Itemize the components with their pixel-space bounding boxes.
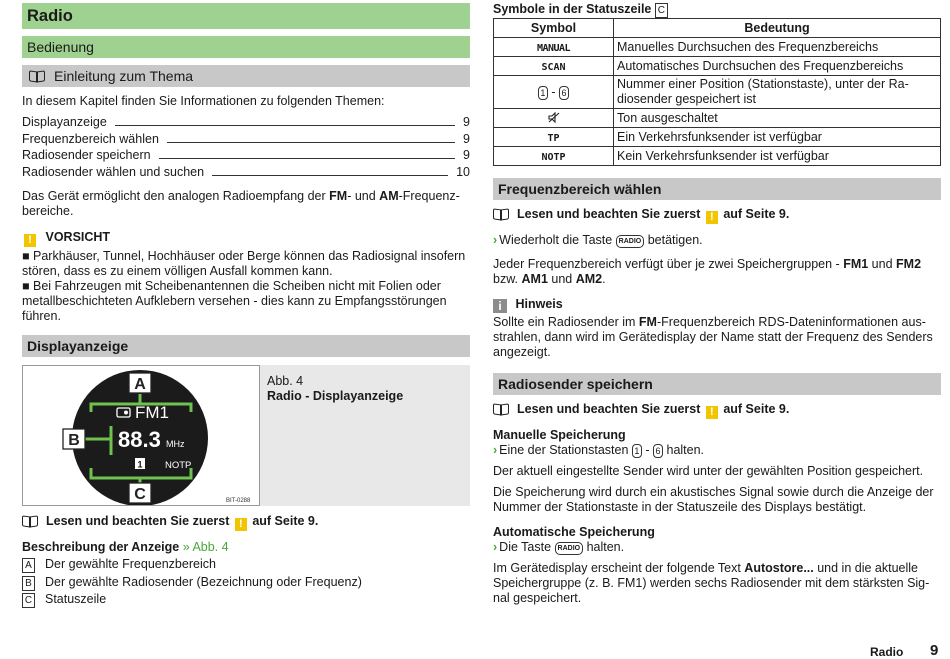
station-key-6-icon: 6 xyxy=(559,86,569,100)
manual-store: Manuelle Speicherung › Eine der Stationstasten 1 - 6 halten. Der aktuell eingestellte Sender wird unter der gewählten Position gespeichert. Die Speicherung wird durch ein akustisches Signal sowie durch die Anzeige der Nummer der Stationstaste in der Statuszeile des Displays bestätigt. xyxy=(493,428,934,514)
desc-item: B Der gewählte Radiosender (Bezeichnung oder Frequenz) xyxy=(22,575,470,593)
book-icon xyxy=(22,516,38,526)
symbols-title: Symbole in der Statuszeile C xyxy=(493,2,668,18)
display-preset: 1 xyxy=(137,459,143,470)
toc xyxy=(22,115,470,181)
warning-icon: ! xyxy=(706,406,718,419)
read-first-display: Lesen und beachten Sie zuerst ! auf Seite 9. xyxy=(22,514,470,531)
manual-symbol: MANUAL xyxy=(536,43,571,54)
info-icon: i xyxy=(493,299,507,313)
frequency-step: › Wiederholt die Taste RADIO betätigen. xyxy=(493,233,703,247)
frequency-paragraph: Jeder Frequenzbereich verfügt über je zwei Speichergruppen - FM1 und FM2 bzw. AM1 und AM2. xyxy=(493,257,922,286)
toc-item[interactable]: Radiosender speichern 9 xyxy=(22,148,470,162)
tp-symbol: TP xyxy=(547,133,560,144)
section-display: Displayanzeige xyxy=(22,335,470,357)
desc-item: C Statuszeile xyxy=(22,592,470,610)
figure-caption: Radio - Displayanzeige xyxy=(267,389,404,403)
intro-paragraph: Das Gerät ermöglicht den analogen Radioempfang der FM- und AM-Frequenz- bereiche. xyxy=(22,189,460,218)
read-first-frequency: Lesen und beachten Sie zuerst ! auf Seite 9. xyxy=(493,207,941,224)
symbols-table xyxy=(493,18,941,166)
mute-icon xyxy=(548,112,560,123)
figure-code: BIT-0288 xyxy=(226,498,251,504)
figure-reference[interactable]: » Abb. 4 xyxy=(182,540,229,554)
book-icon xyxy=(493,209,509,219)
warning-icon: ! xyxy=(235,518,247,531)
figure-display xyxy=(22,365,470,506)
intro-text: In diesem Kapitel finden Sie Informationen zu folgenden Themen: xyxy=(22,94,385,108)
auto-store: Automatische Speicherung › Die Taste RADIO halten. Im Gerätedisplay erscheint der folgende Text Autostore... und in die aktuelle Speichergruppe (z. B. FM1) werden sechs Radiosender mit dem stärksten Sig- nal gespeichert. xyxy=(493,525,930,605)
table-row: NOTP Kein Verkehrsfunksender ist verfügbar xyxy=(494,147,941,166)
radio-key-icon: RADIO xyxy=(616,235,645,248)
display-unit: MHz xyxy=(166,439,185,449)
warning-icon: ! xyxy=(24,234,36,247)
table-row: SCAN Automatisches Durchsuchen des Frequenzbereichs xyxy=(494,57,941,76)
section-bedienung: Bedienung xyxy=(22,36,470,58)
hint-block: i Hinweis Sollte ein Radiosender im FM-Frequenzbereich RDS-Dateninformationen aus- strahlen, dann wird im Gerätedisplay der Name statt der Frequenz des Senders angezeigt. xyxy=(493,297,933,359)
table-row: MANUAL Manuelles Durchsuchen des Frequenzbereichs xyxy=(494,38,941,57)
footer-label: Radio xyxy=(870,645,904,659)
table-row: TP Ein Verkehrsfunksender ist verfügbar xyxy=(494,128,941,147)
desc-item: A Der gewählte Frequenzbereich xyxy=(22,557,470,575)
toc-item[interactable]: Frequenzbereich wählen 9 xyxy=(22,131,470,146)
read-first-store: Lesen und beachten Sie zuerst ! auf Seite 9. xyxy=(493,402,941,419)
chapter-title: Radio xyxy=(22,3,470,29)
table-row: Ton ausgeschaltet xyxy=(494,109,941,128)
radio-display-illustration xyxy=(23,366,259,505)
table-row: 1 - 6 Nummer einer Position (Stationstaste), unter der Ra- diosender gespeichert ist xyxy=(494,76,941,109)
station-key-6-icon: 6 xyxy=(653,444,663,458)
section-intro: Einleitung zum Thema xyxy=(22,65,470,87)
scan-symbol: SCAN xyxy=(541,62,566,73)
caution-block: ! VORSICHT ■ Parkhäuser, Tunnel, Hochhäuser oder Berge können das Radiosignal insofern stören, dass es zu einem völligen Ausfall kommen kann. ■ Bei Fahrzeugen mit Scheibenantennen die Scheiben nicht mit Folien oder metallbeschichteten Aufklebern versehen - dies kann zu Empfangsstörungen führen. xyxy=(22,230,466,323)
section-frequency: Frequenzbereich wählen xyxy=(493,178,941,200)
station-key-1-icon: 1 xyxy=(538,86,548,100)
figure-label: Abb. 4 xyxy=(267,374,304,388)
radio-key-icon: RADIO xyxy=(555,542,584,555)
book-icon xyxy=(493,404,509,414)
label-b: B xyxy=(68,432,80,449)
col-symbol: Symbol xyxy=(494,19,614,38)
toc-item[interactable]: Displayanzeige 9 xyxy=(22,115,470,129)
page-number: 9 xyxy=(930,642,939,659)
label-a: A xyxy=(134,376,146,393)
display-frequency: 88.3 xyxy=(118,427,161,452)
warning-icon: ! xyxy=(706,211,718,224)
toc-item[interactable]: Radiosender wählen und suchen 10 xyxy=(22,164,470,179)
label-c: C xyxy=(134,486,146,503)
description: Beschreibung der Anzeige » Abb. 4 A Der gewählte Frequenzbereich B Der gewählte Radiosender (Bezeichnung oder Frequenz) C Statuszeile xyxy=(22,540,470,610)
footer xyxy=(840,642,945,658)
section-store: Radiosender speichern xyxy=(493,373,941,395)
notp-symbol: NOTP xyxy=(541,152,566,163)
display-band: FM1 xyxy=(135,403,169,422)
col-meaning: Bedeutung xyxy=(614,19,941,38)
display-status: NOTP xyxy=(165,460,192,471)
book-icon xyxy=(29,71,45,81)
station-key-1-icon: 1 xyxy=(632,444,642,458)
